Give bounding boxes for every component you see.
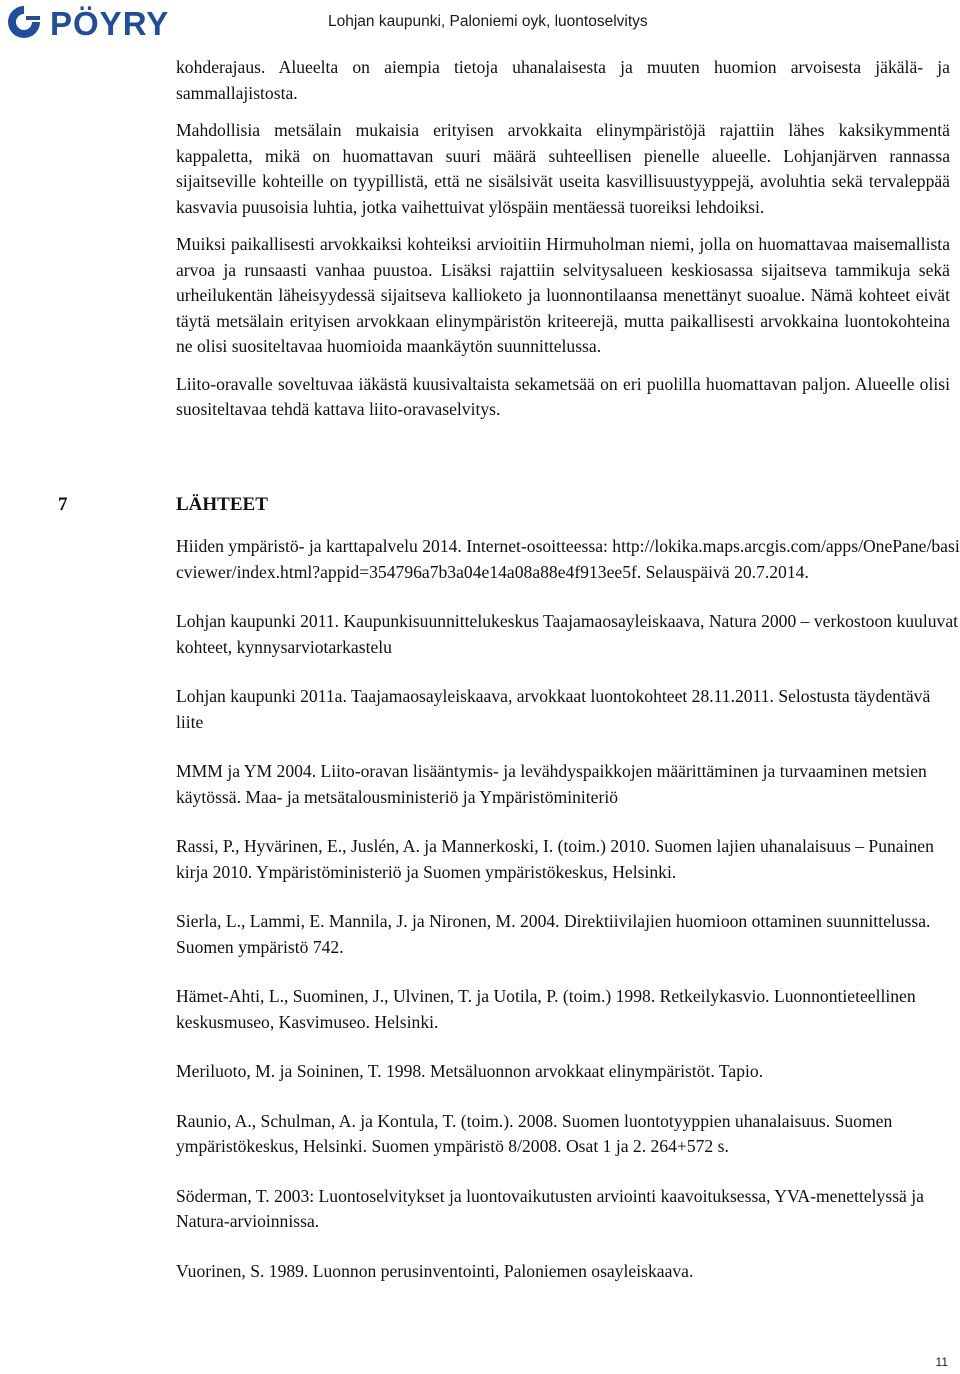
paragraph: kohderajaus. Alueelta on aiempia tietoja uhanalaisesta ja muuten huomion arvoisesta jäkälä- ja sammallajistosta. [176,57,950,103]
paragraph: Mahdollisia metsälain mukaisia erityisen arvokkaita elinympäristöjä rajattiin lähes kaksikymmentä kappaletta, mikä on huomattavan suuri määrä suhteellisen pienelle alueelle. Lohjanjärven rannassa sijaitseville kohteille on tyypillistä, että ne sisälsivät useita kasvillisuustyyppejä, avoluhtia sekä tervaleppää kasvavia puusoisia luhtia, jotka vaihettuivat ylöspäin mentäessä tuoreiksi lehdoiksi. [176,120,950,217]
reference-item: Rassi, P., Hyvärinen, E., Juslén, A. ja Mannerkoski, I. (toim.) 2010. Suomen lajien uhanalaisuus – Punainen kirja 2010. Ympäristöministeriö ja Suomen ympäristökeskus, Helsinki. [176,836,934,882]
reference-item: Söderman, T. 2003: Luontoselvitykset ja luontovaikutusten arviointi kaavoituksessa, YVA-menettelyssä ja Natura-arvioinnissa. [176,1185,924,1231]
reference-item: MMM ja YM 2004. Liito-oravan lisääntymis- ja levähdyspaikkojen määrittäminen ja turvaaminen metsien käytössä. Maa- ja metsätalousministeriö ja Ympäristöminiteriö [176,761,927,807]
reference-list [176,534,960,1308]
paragraph: Muiksi paikallisesti arvokkaiksi kohteiksi arvioitiin Hirmuholman niemi, jolla on huomattavaa maisemallista arvoa ja runsaasti vanhaa puustoa. Lisäksi rajattiin selvitysalueen keskiosassa sijaitseva tammikuja sekä urheilukentän läheisyydessä sijaitseva kallioketo ja luonnontilaansa menettänyt suoalue. Nämä kohteet eivät täytä metsälain erityisen arvokkaan elinympäristön kriteerejä, mutta paikallisesti arvokkaina luontokohteina ne olisi suositeltavaa huomioida maankäytön suunnittelussa. [176,234,950,356]
reference-item: Sierla, L., Lammi, E. Mannila, J. ja Nironen, M. 2004. Direktiivilajien huomioon ottaminen suunnittelussa. Suomen ympäristö 742. [176,911,931,957]
section-heading [58,494,268,516]
reference-item: Vuorinen, S. 1989. Luonnon perusinventointi, Paloniemen osayleiskaava. [176,1260,694,1281]
reference-item: Meriluoto, M. ja Soininen, T. 1998. Metsäluonnon arvokkaat elinympäristöt. Tapio. [176,1061,764,1081]
document-header-title: Lohjan kaupunki, Paloniemi oyk, luontoselvitys [328,13,648,30]
reference-item: Lohjan kaupunki 2011a. Taajamaosayleiskaava, arvokkaat luontokohteet 28.11.2011. Selostusta täydentävä liite [176,686,931,732]
body-text [176,55,950,435]
poyry-logo [4,2,244,42]
reference-item: Lohjan kaupunki 2011. Kaupunkisuunnittelukeskus Taajamaosayleiskaava, Natura 2000 – verkostoon kuuluvat kohteet, kynnysarviotarkastelu [176,611,959,657]
page-number: 11 [935,1355,948,1369]
reference-item: Raunio, A., Schulman, A. ja Kontula, T. (toim.). 2008. Suomen luontotyyppien uhanalaisuus. Suomen ympäristökeskus, Helsinki. Suomen ympäristö 8/2008. Osat 1 ja 2. 264+572 s. [176,1110,893,1156]
reference-item: Hämet-Ahti, L., Suominen, J., Ulvinen, T. ja Uotila, P. (toim.) 1998. Retkeilykasvio. Luonnontieteellinen keskusmuseo, Kasvimuseo. Helsinki. [176,986,916,1032]
paragraph: Liito-oravalle soveltuvaa iäkästä kuusivaltaista sekametsää on eri puolilla huomattavan paljon. Alueelle olisi suositeltavaa tehdä kattava liito-oravaselvitys. [176,373,950,419]
section-title: LÄHTEET [176,494,268,515]
logo-text: PÖYRY [50,5,170,42]
reference-item: Hiiden ympäristö- ja karttapalvelu 2014. Internet-osoitteessa: http://lokika.maps.arcgis.com/apps/OnePane/basicviewer/index.html?appid=354796a7b3a04e14a08a88e4f913ee5f. Selauspäivä 20.7.2014. [176,536,960,582]
poyry-logo-icon [4,2,244,42]
page-header [0,0,960,46]
section-number: 7 [58,494,68,515]
